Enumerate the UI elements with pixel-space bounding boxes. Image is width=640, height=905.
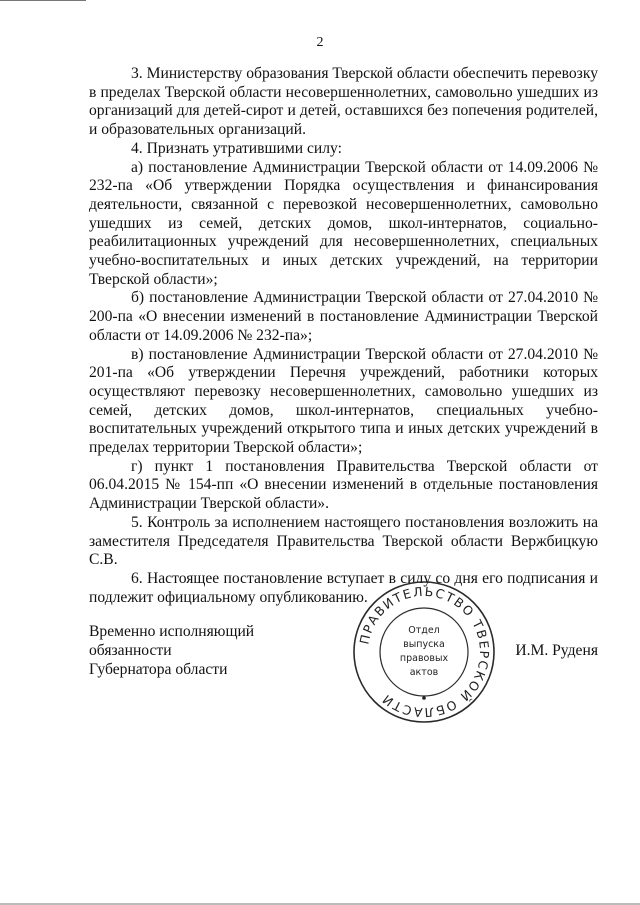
seal-dot [422,696,426,700]
paragraph-4a: а) постановление Администрации Тверской области от 14.09.2006 № 232-па «Об утверждении Порядка осуществления и финансирования деятельности, связанной с перевозкой несовершеннолетних, самовольно ушедших из семей, детских домов, школ-интернатов, социально-реабилитационных учреждений для несовершеннолетних, специальных учебно-воспитательных и иных детских учреждений, на территории Тверской области»; [89,158,598,288]
official-seal-stamp [352,580,496,724]
signatory-title-line-2: Губернатора области [89,661,228,678]
signatory-title [89,622,339,679]
paragraph-4b: б) постановление Администрации Тверской области от 27.04.2010 № 200-па «О внесении изменений в постановление Администрации Тверской области от 14.09.2006 № 232-па»; [89,289,598,344]
seal-center-line-3: правовых [399,653,449,664]
paragraph-4g: г) пункт 1 постановления Правительства Тверской области от 06.04.2015 № 154-пп «О внесении изменений в отдельные постановления Администрации Тверской области». [89,457,598,513]
seal-ring-text: ПРАВИТЕЛЬСТВО ТВЕРСКОЙ ОБЛАСТИ [356,583,493,721]
scan-artifact-mark [0,0,86,1]
seal-center-line-4: актов [409,667,439,678]
signatory-title-line-1: Временно исполняющий обязанности [89,623,255,659]
seal-inner-ring [380,608,468,696]
paragraph-3-ministry-transport: 3. Министерству образования Тверской области обеспечить перевозку в пределах Тверской области несовершеннолетних, самовольно ушедших из организаций для детей-сирот и детей, оставшихся без попечения родителей, и образовательных организаций. [89,65,598,139]
paragraph-6-entry-into-force: 6. Настоящее постановление вступает в силу со дня его подписания и подлежит официальному опубликованию. [89,569,598,606]
seal-outer-ring [354,582,494,722]
document-body [89,65,598,607]
signatory-name: И.М. Руденя [515,642,598,659]
seal-center-line-2: выпуска [403,639,445,650]
seal-center-line-1: Отдел [408,625,440,636]
paragraph-4-repeal-heading: 4. Признать утратившими силу: [131,139,342,157]
page-number: 2 [316,35,324,50]
paragraph-4v: в) постановление Администрации Тверской области от 27.04.2010 № 201-па «Об утверждении Перечня учреждений, работники которых осуществляют перевозку несовершеннолетних, самовольно ушедших из семей, детских домов, школ-интернатов, специальных учебно-воспитательных учреждений открытого типа и иных детских учреждений в пределах территории Тверской области»; [89,345,598,457]
paragraph-5-control: 5. Контроль за исполнением настоящего постановления возложить на заместителя Председателя Правительства Тверской области Вержбицкую С.В. [89,513,598,569]
